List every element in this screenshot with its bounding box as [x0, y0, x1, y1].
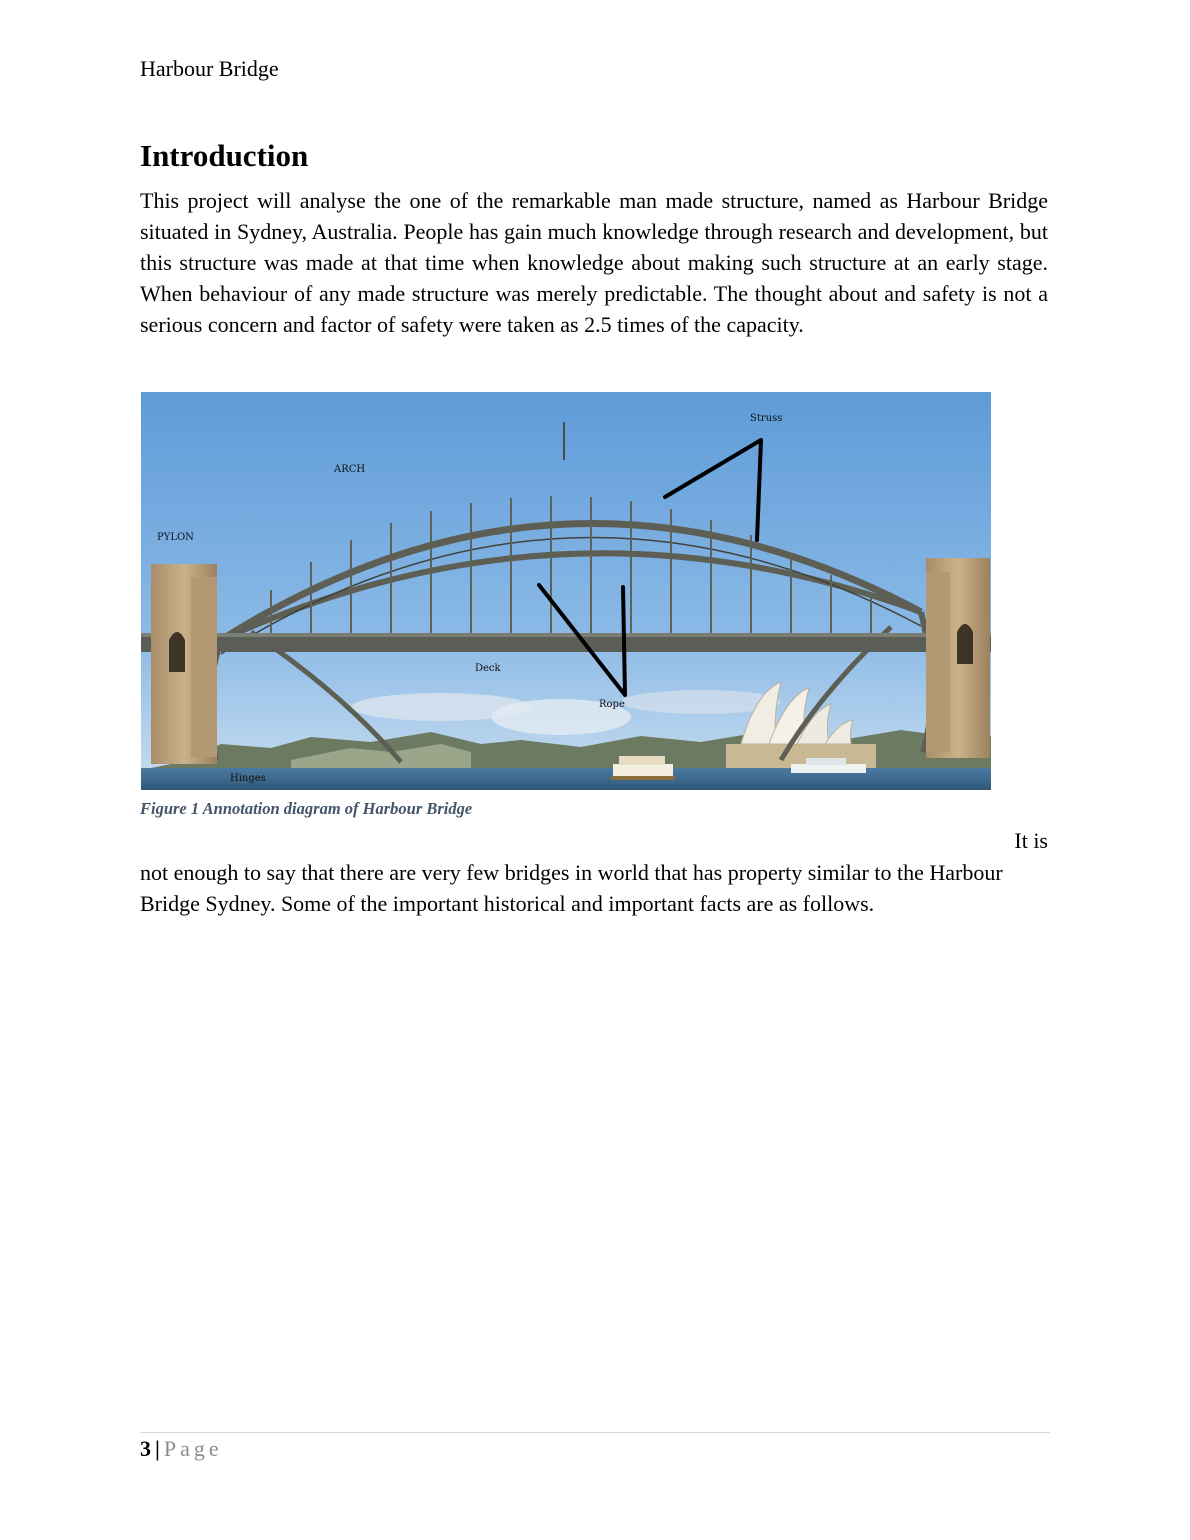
bridge-illustration [141, 392, 991, 790]
paragraph-lead: It is [1014, 828, 1048, 853]
section-heading: Introduction [140, 138, 309, 173]
label-rope: Rope [599, 699, 625, 710]
label-hinges: Hinges [230, 773, 266, 784]
page-label: Page [163, 1436, 223, 1461]
page-number: 3 [140, 1436, 151, 1461]
facts-paragraph: not enough to say that there are very few bridges in world that has property similar to the Harbour Bridge Sydney. Some of the important historical and important facts are as follows. [140, 860, 1003, 916]
deck [141, 636, 991, 652]
figure-caption: Figure 1 Annotation diagram of Harbour Bridge [140, 799, 473, 818]
label-deck: Deck [475, 663, 501, 674]
bridge-figure [141, 392, 991, 790]
label-pylon: PYLON [157, 532, 194, 543]
footer-divider [140, 1432, 1050, 1433]
label-struss: Struss [750, 413, 783, 424]
pylon-left [151, 564, 217, 764]
pylon-right [926, 558, 990, 758]
intro-paragraph: This project will analyse the one of the remarkable man made structure, named as Harbour Bridge situated in Sydney, Australia. People has gain much knowledge through research and development, but this structure was made at that time when knowledge about making such structure at an early stage. When behaviour of any made structure was merely predictable. The thought about and safety is not a serious concern and factor of safety were taken as 2.5 times of the capacity. [140, 188, 1048, 337]
label-arch: ARCH [334, 464, 366, 475]
page-footer [140, 1436, 223, 1462]
footer-separator: | [155, 1436, 160, 1461]
running-header: Harbour Bridge [140, 56, 279, 81]
